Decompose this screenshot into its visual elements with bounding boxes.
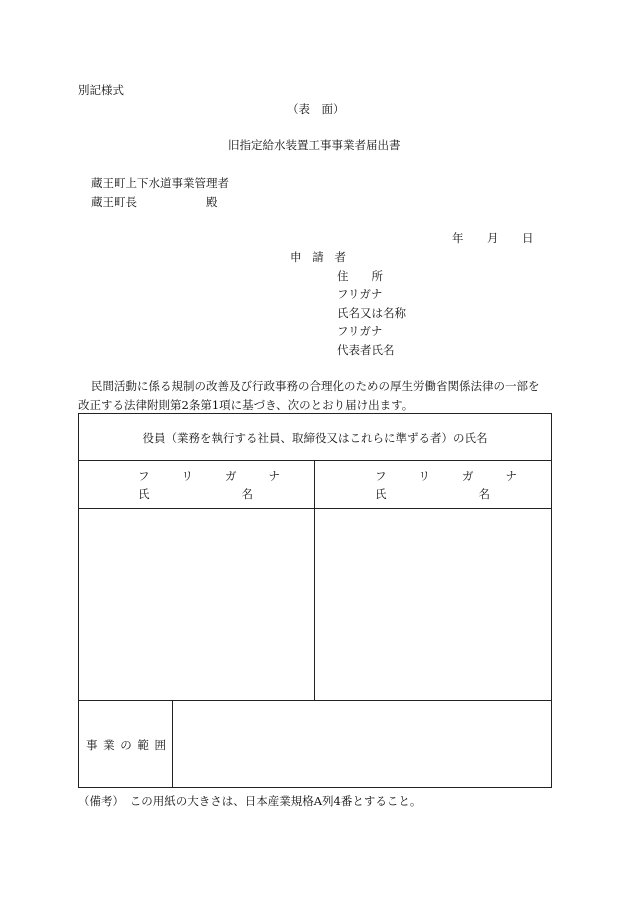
scope-char: の (120, 738, 132, 752)
furigana-label: フリガナ (337, 287, 383, 301)
body-line-2: 改正する法律附則第2条第1項に基づき、次のとおり届け出ます。 (78, 398, 414, 412)
applicant-heading-char: 者 (334, 250, 346, 264)
scope-char: 業 (103, 738, 115, 752)
remarks-note: （備考） この用紙の大きさは、日本産業規格A列4番とすること。 (78, 794, 422, 808)
scope-char: 範 (137, 738, 149, 752)
left-name-header (138, 486, 253, 502)
name-char: 氏 (138, 487, 150, 501)
business-scope-label (86, 737, 166, 753)
scope-char: 事 (86, 738, 98, 752)
furigana-char: リ (181, 469, 193, 483)
date-month: 月 (487, 231, 499, 245)
right-furigana-header (375, 468, 517, 484)
furigana-char: ガ (462, 469, 474, 483)
furigana-char: フ (375, 469, 387, 483)
side-label: （表 面） (287, 102, 345, 116)
addressee-mayor: 蔵王町長 (91, 195, 137, 209)
body-line-1: 民間活動に係る規制の改善及び行政事務の合理化のための厚生労働省関係法律の一部を (91, 379, 540, 393)
table-divider-scope-label (172, 700, 173, 788)
furigana-char: リ (418, 469, 430, 483)
furigana-char: ナ (268, 469, 280, 483)
representative-label: 代表者氏名 (337, 343, 395, 357)
scope-char: 囲 (154, 738, 166, 752)
date-year: 年 (452, 231, 464, 245)
table-divider-center (314, 460, 315, 701)
table-header: 役員（業務を執行する社員、取締役又はこれらに準ずる者）の氏名 (142, 431, 488, 445)
address-label (337, 268, 383, 284)
date-day: 日 (522, 231, 534, 245)
table-divider-header (78, 460, 552, 461)
address-label-char: 住 (337, 269, 349, 283)
applicant-heading-char: 請 (312, 250, 324, 264)
applicant-heading (290, 249, 346, 265)
table-divider-columns (78, 508, 552, 509)
address-label-char: 所 (371, 269, 383, 283)
right-name-header (375, 486, 490, 502)
table-divider-scope (78, 700, 552, 701)
furigana-label-2: フリガナ (337, 324, 383, 338)
name-char: 名 (478, 487, 490, 501)
name-char: 名 (241, 487, 253, 501)
document-title: 旧指定給水装置工事事業者届出書 (228, 138, 401, 152)
furigana-char: フ (138, 469, 150, 483)
addressee-water-manager: 蔵王町上下水道事業管理者 (91, 176, 229, 190)
furigana-char: ナ (505, 469, 517, 483)
left-furigana-header (138, 468, 280, 484)
name-label: 氏名又は名称 (337, 306, 406, 320)
form-label: 別記様式 (78, 83, 124, 97)
name-char: 氏 (375, 487, 387, 501)
honorific: 殿 (206, 195, 218, 209)
applicant-heading-char: 申 (290, 250, 302, 264)
furigana-char: ガ (225, 469, 237, 483)
